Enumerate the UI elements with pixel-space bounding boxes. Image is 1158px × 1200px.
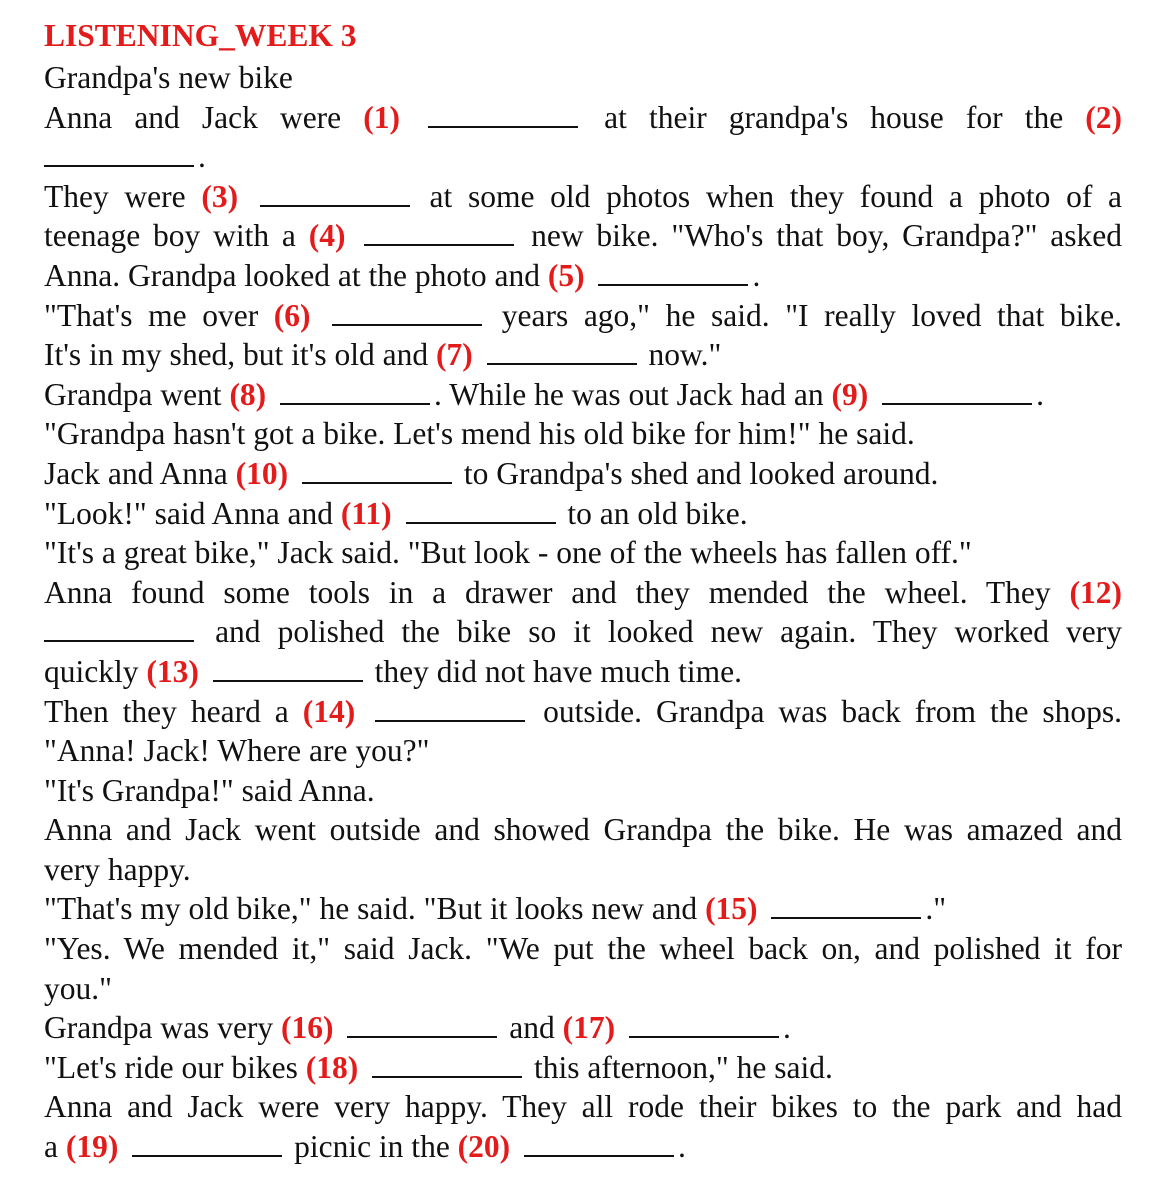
blank-number-10: (10) [235, 455, 289, 491]
line-text: Then they heard a [44, 693, 289, 729]
line-text: . [198, 139, 206, 175]
text-line-9: "Grandpa hasn't got a bike. Let's mend his old bike for him!" he said. [44, 416, 915, 452]
text-line-3 [44, 177, 1122, 217]
line-text: Grandpa went [44, 376, 222, 412]
line-text: Anna found some tools in a drawer and they mended the wheel. They [44, 574, 1051, 610]
text-line-27 [44, 1127, 1122, 1167]
line-text: quickly [44, 653, 139, 689]
blank-8[interactable] [280, 379, 430, 405]
line-text: . [1036, 376, 1044, 412]
text-line-16 [44, 692, 1122, 732]
blank-number-2: (2) [1085, 99, 1123, 135]
line-text: to an old bike. [567, 495, 748, 531]
blank-number-15: (15) [705, 891, 758, 927]
text-line-21 [44, 889, 1122, 929]
text-line-20: very happy. [44, 851, 191, 887]
text-line-19: Anna and Jack went outside and showed Grandpa the bike. He was amazed and [44, 812, 1122, 848]
line-text: years ago," he said. "I really loved that bike. [501, 297, 1122, 333]
blank-number-7: (7) [435, 337, 473, 373]
line-text: . [752, 257, 761, 293]
line-text: a [44, 1129, 58, 1165]
text-line-13 [44, 573, 1122, 613]
blank-17[interactable] [629, 1012, 779, 1038]
text-line-4 [44, 216, 1122, 256]
worksheet-title: LISTENING_WEEK 3 [44, 18, 357, 53]
line-text: Jack and Anna [44, 455, 228, 491]
blank-number-1: (1) [363, 99, 400, 135]
line-text: Grandpa was very [44, 1010, 274, 1046]
line-text: It's in my shed, but it's old and [44, 337, 429, 373]
line-text: . [783, 1010, 791, 1046]
text-line-11 [44, 494, 1122, 534]
blank-number-5: (5) [547, 257, 585, 293]
line-text: picnic in the [294, 1129, 450, 1165]
line-text: "That's my old bike," he said. "But it looks new and [44, 891, 698, 927]
line-text: new bike. "Who's that boy, Grandpa?" asked [531, 218, 1122, 254]
blank-19[interactable] [132, 1131, 282, 1157]
line-text: teenage boy with a [44, 218, 296, 254]
line-text: to Grandpa's shed and looked around. [463, 455, 939, 491]
blank-number-6: (6) [273, 297, 311, 333]
blank-6[interactable] [332, 300, 482, 326]
text-line-5 [44, 256, 1122, 296]
blank-number-4: (4) [308, 218, 346, 254]
blank-2[interactable] [44, 141, 194, 167]
blank-number-20: (20) [457, 1129, 511, 1165]
text-line-14 [44, 612, 1122, 652]
blank-18[interactable] [372, 1052, 522, 1078]
blank-7[interactable] [487, 339, 637, 365]
blank-4[interactable] [364, 220, 514, 246]
blank-1[interactable] [428, 102, 578, 128]
text-line-2 [44, 137, 1122, 177]
text-line-24 [44, 1008, 1122, 1048]
blank-16[interactable] [347, 1012, 497, 1038]
blank-number-12: (12) [1069, 574, 1122, 610]
text-line-26: Anna and Jack were very happy. They all rode their bikes to the park and had [44, 1089, 1122, 1125]
text-line-7 [44, 335, 1122, 375]
text-line-18: "It's Grandpa!" said Anna. [44, 772, 375, 808]
text-line-23: you." [44, 970, 112, 1006]
blank-number-11: (11) [340, 495, 392, 531]
line-text: at some old photos when they found a photo of a [429, 178, 1123, 214]
line-text: "That's me over [44, 297, 259, 333]
blank-10[interactable] [302, 458, 452, 484]
blank-14[interactable] [375, 696, 525, 722]
blank-number-18: (18) [305, 1049, 359, 1085]
text-line-1 [44, 98, 1122, 138]
line-text: . [678, 1129, 686, 1165]
blank-15[interactable] [771, 893, 921, 919]
blank-number-9: (9) [831, 376, 869, 412]
text-line-15 [44, 652, 1122, 692]
text-line-17: "Anna! Jack! Where are you?" [44, 733, 430, 769]
line-text: outside. Grandpa was back from the shops. [543, 693, 1123, 729]
blank-number-8: (8) [229, 376, 267, 412]
line-text: and polished the bike so it looked new again. They worked very [215, 614, 1122, 650]
blank-number-13: (13) [146, 653, 199, 689]
line-text: . While he was out Jack had an [434, 376, 824, 412]
text-line-25 [44, 1048, 1122, 1088]
blank-5[interactable] [598, 260, 748, 286]
line-text: "Let's ride our bikes [44, 1049, 298, 1085]
line-text: this afternoon," he said. [533, 1049, 833, 1085]
line-text: "Look!" said Anna and [44, 495, 334, 531]
blank-3[interactable] [260, 181, 410, 207]
blank-number-16: (16) [281, 1010, 334, 1046]
blank-number-19: (19) [65, 1129, 119, 1165]
line-text: they did not have much time. [374, 653, 743, 689]
line-text: ." [925, 891, 947, 927]
text-line-22: "Yes. We mended it," said Jack. "We put the wheel back on, and polished it for [44, 931, 1122, 967]
line-text: They were [44, 178, 186, 214]
blank-number-17: (17) [562, 1010, 616, 1046]
blank-number-14: (14) [302, 693, 356, 729]
text-line-10 [44, 454, 1122, 494]
blank-9[interactable] [882, 379, 1032, 405]
worksheet [44, 14, 1122, 1167]
story-title: Grandpa's new bike [44, 60, 293, 95]
blank-13[interactable] [213, 656, 363, 682]
line-text: at their grandpa's house for the [604, 99, 1064, 135]
blank-20[interactable] [524, 1131, 674, 1157]
blank-11[interactable] [406, 498, 556, 524]
text-line-8 [44, 375, 1122, 415]
line-text: Anna and Jack were [44, 99, 342, 135]
text-line-12: "It's a great bike," Jack said. "But look - one of the wheels has fallen off." [44, 535, 972, 571]
blank-number-3: (3) [201, 178, 239, 214]
line-text: Anna. Grandpa looked at the photo and [44, 257, 540, 293]
line-text: now." [648, 337, 722, 373]
blank-12[interactable] [44, 616, 194, 642]
text-line-6 [44, 296, 1122, 336]
line-text: and [509, 1010, 555, 1046]
